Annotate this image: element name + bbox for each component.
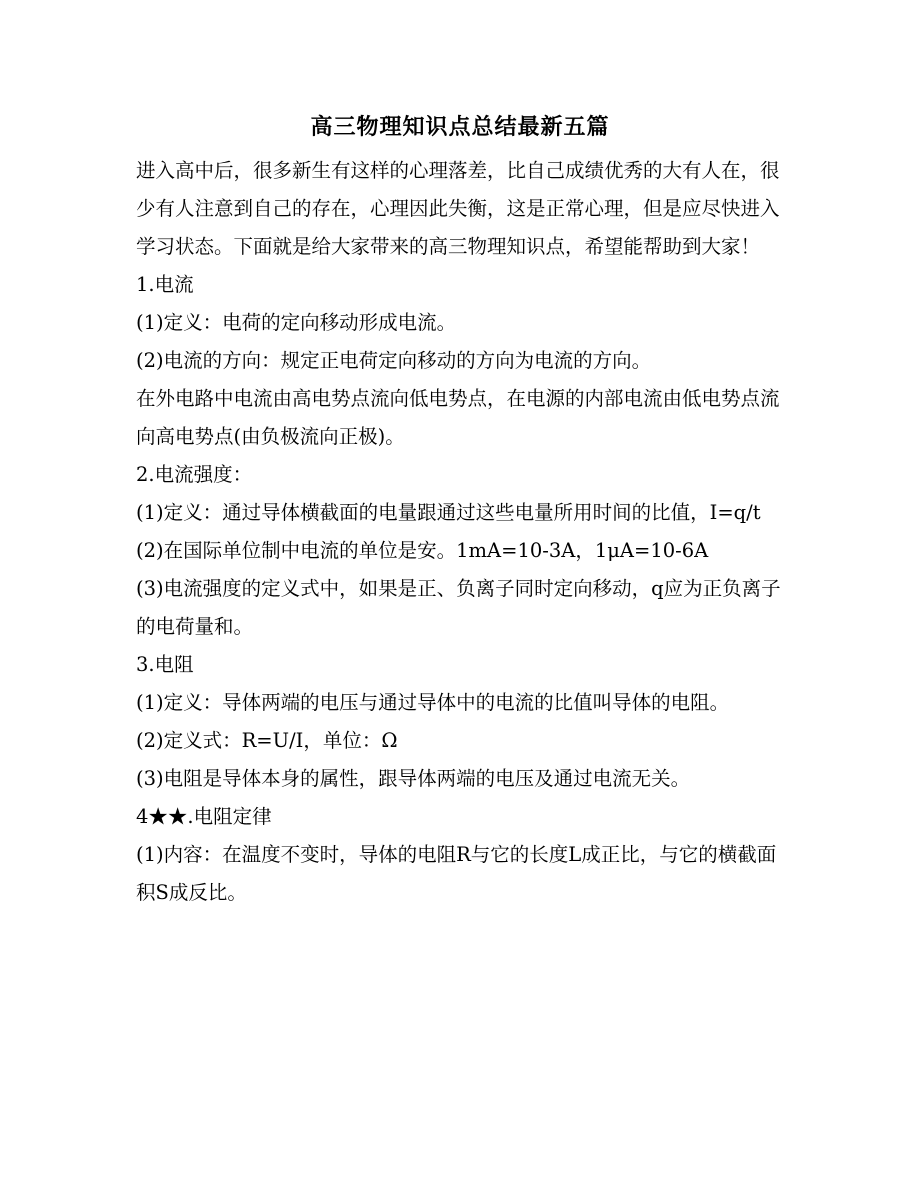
intro-paragraph: 进入高中后，很多新生有这样的心理落差，比自己成绩优秀的大有人在，很少有人注意到自己的存在，心理因此失衡，这是正常心理，但是应尽快进入学习状态。下面就是给大家带来的高三物理知识点，希望能帮助到大家！ — [136, 159, 780, 258]
section-heading-resistance-law: 4★★.电阻定律 — [136, 805, 272, 828]
paragraph-resistance-law-content: (1)内容：在温度不变时，导体的电阻R与它的长度L成正比，与它的横截面积S成反比。 — [136, 843, 777, 904]
paragraph-resistance-formula: (2)定义式：R=U/I，单位：Ω — [136, 729, 398, 752]
paragraph-resistance-definition: (1)定义：导体两端的电压与通过导体中的电流的比值叫导体的电阻。 — [136, 691, 730, 714]
paragraph-intensity-definition: (1)定义：通过导体横截面的电量跟通过这些电量所用时间的比值，I=q/t — [136, 501, 761, 524]
page-title: 高三物理知识点总结最新五篇 — [310, 114, 610, 140]
paragraph-current-direction: (2)电流的方向：规定正电荷定向移动的方向为电流的方向。 — [136, 349, 652, 372]
section-heading-resistance: 3.电阻 — [136, 653, 194, 676]
document-body — [136, 152, 786, 912]
paragraph-current-definition: (1)定义：电荷的定向移动形成电流。 — [136, 311, 457, 334]
paragraph-intensity-unit: (2)在国际单位制中电流的单位是安。1mA=10-3A，1μA=10-6A — [136, 539, 709, 562]
paragraph-intensity-charge: (3)电流强度的定义式中，如果是正、负离子同时定向移动，q应为正负离子的电荷量和。 — [136, 577, 781, 638]
section-heading-current-intensity: 2.电流强度： — [136, 463, 253, 486]
section-heading-current: 1.电流 — [136, 273, 194, 296]
paragraph-resistance-property: (3)电阻是导体本身的属性，跟导体两端的电压及通过电流无关。 — [136, 767, 691, 790]
paragraph-external-circuit: 在外电路中电流由高电势点流向低电势点，在电源的内部电流由低电势点流向高电势点(由负极流向正极)。 — [136, 387, 780, 448]
